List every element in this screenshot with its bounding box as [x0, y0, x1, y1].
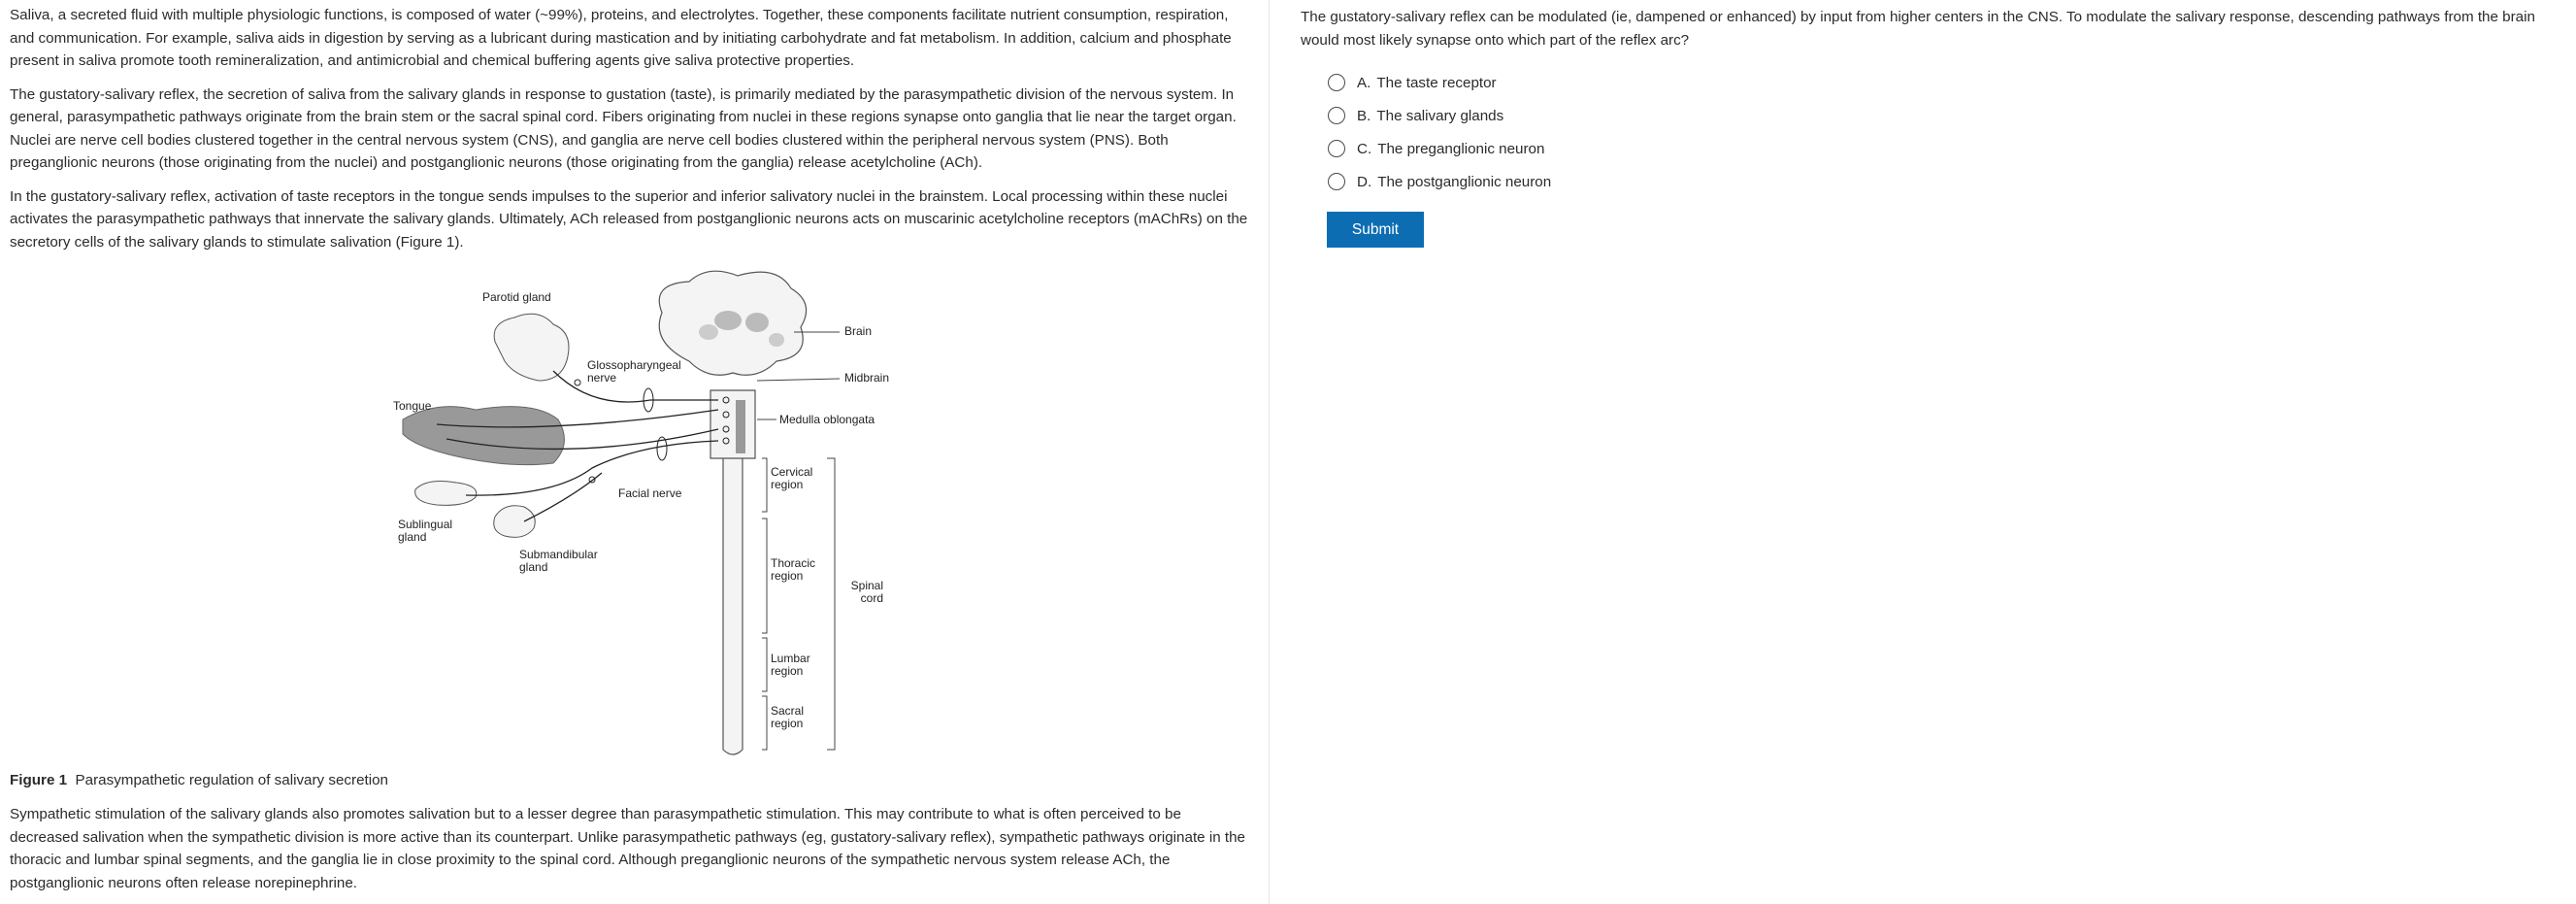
option-b[interactable] [1328, 99, 2562, 132]
caption-text: Parasympathetic regulation of salivary secretion [75, 772, 388, 788]
label-spinal-cord: Spinal cord [850, 579, 883, 605]
option-letter: D. [1357, 173, 1372, 190]
passage-paragraph-closing: Sympathetic stimulation of the salivary glands also promotes salivation but to a lesser degree than parasympathetic stimulation. This may contribute to what is often perceived to be decreased salivation when the sympathetic division is more active than its counterpart. Unlike parasympathetic pathways (eg, gustatory-salivary reflex), sympathetic pathways originate in the thoracic and lumbar spinal segments, and the ganglia lie in close proximity to the spinal cord. Although preganglionic neurons of the sympathetic nervous system release ACh, the postganglionic neurons often release norepinephrine. [10, 806, 1245, 891]
figure-1 [10, 264, 980, 769]
option-letter: B. [1357, 107, 1371, 124]
label-glossopharyngeal-nerve: Glossopharyngeal nerve [587, 358, 681, 385]
option-d[interactable] [1328, 165, 2562, 198]
passage-paragraph-3: In the gustatory-salivary reflex, activation of taste receptors in the tongue sends impulses to the superior and inferior salivatory nuclei in the brainstem. Local processing within these nuclei activates the parasympathetic pathways that innervate the salivary glands. Ultimately, ACh released from postganglionic neurons acts on muscarinic acetylcholine receptors (mAChRs) on the secretory cells of the salivary glands to stimulate salivation (Figure 1). [10, 187, 1248, 251]
option-a[interactable] [1328, 66, 2562, 99]
label-medulla-oblongata: Medulla oblongata [779, 413, 875, 426]
question-panel [1301, 6, 2562, 248]
label-midbrain: Midbrain [844, 371, 890, 385]
label-cervical-region: Cervical region [771, 465, 813, 491]
passage-panel [0, 0, 1270, 904]
radio-icon[interactable] [1328, 74, 1345, 91]
option-text: The preganglionic neuron [1377, 140, 1545, 157]
radio-icon[interactable] [1328, 140, 1345, 157]
question-stem: The gustatory-salivary reflex can be modulated (ie, dampened or enhanced) by input from higher centers in the CNS. To modulate the salivary response, descending pathways from the brain would most likely synapse onto which part of the reflex arc? [1301, 9, 2535, 49]
caption-label: Figure 1 [10, 772, 68, 788]
option-text: The salivary glands [1376, 107, 1504, 124]
label-lumbar-region: Lumbar region [771, 652, 810, 678]
label-sublingual-gland: Sublingual gland [398, 518, 453, 544]
figure-caption [10, 769, 1249, 791]
passage-paragraph-1: Saliva, a secreted fluid with multiple physiologic functions, is composed of water (~99%), proteins, and electrolytes. Together, these components facilitate nutrient consumption, respiration, and communication. For example, saliva aids in digestion by serving as a lubricant during mastication and by initiating carbohydrate and fat metabolism. In addition, calcium and phosphate present in saliva promote tooth remineralization, and antimicrobial and chemical buffering agents give saliva protective properties. [10, 7, 1232, 69]
submit-button[interactable]: Submit [1327, 212, 1424, 248]
label-submandibular-gland: Submandibular gland [519, 548, 598, 574]
option-text: The taste receptor [1376, 74, 1497, 91]
radio-icon[interactable] [1328, 107, 1345, 124]
answer-options [1328, 66, 2562, 198]
option-c[interactable] [1328, 132, 2562, 165]
option-letter: A. [1357, 74, 1371, 91]
label-parotid-gland: Parotid gland [482, 290, 551, 304]
passage-paragraph-2: The gustatory-salivary reflex, the secretion of saliva from the salivary glands in response to gustation (taste), is primarily mediated by the parasympathetic division of the nervous system. In general, parasympathetic pathways originate from the brain stem or the sacral spinal cord. Fibers originating from nuclei in these regions synapse onto ganglia that lie near the target organ. Nuclei are nerve cell bodies clustered together in the central nervous system (CNS), and ganglia are nerve cell bodies clustered within the peripheral nervous system (PNS). Both preganglionic neurons (those originating from the nuclei) and postganglionic neurons (those originating from the ganglia) release acetylcholine (ACh). [10, 85, 1237, 171]
label-tongue: Tongue [393, 399, 432, 413]
label-thoracic-region: Thoracic region [771, 556, 816, 583]
label-sacral-region: Sacral region [771, 704, 805, 730]
label-facial-nerve: Facial nerve [618, 486, 682, 500]
option-letter: C. [1357, 140, 1372, 157]
radio-icon[interactable] [1328, 173, 1345, 190]
label-brain: Brain [844, 324, 873, 338]
salivary-reflex-diagram [10, 264, 980, 769]
option-text: The postganglionic neuron [1377, 173, 1552, 190]
